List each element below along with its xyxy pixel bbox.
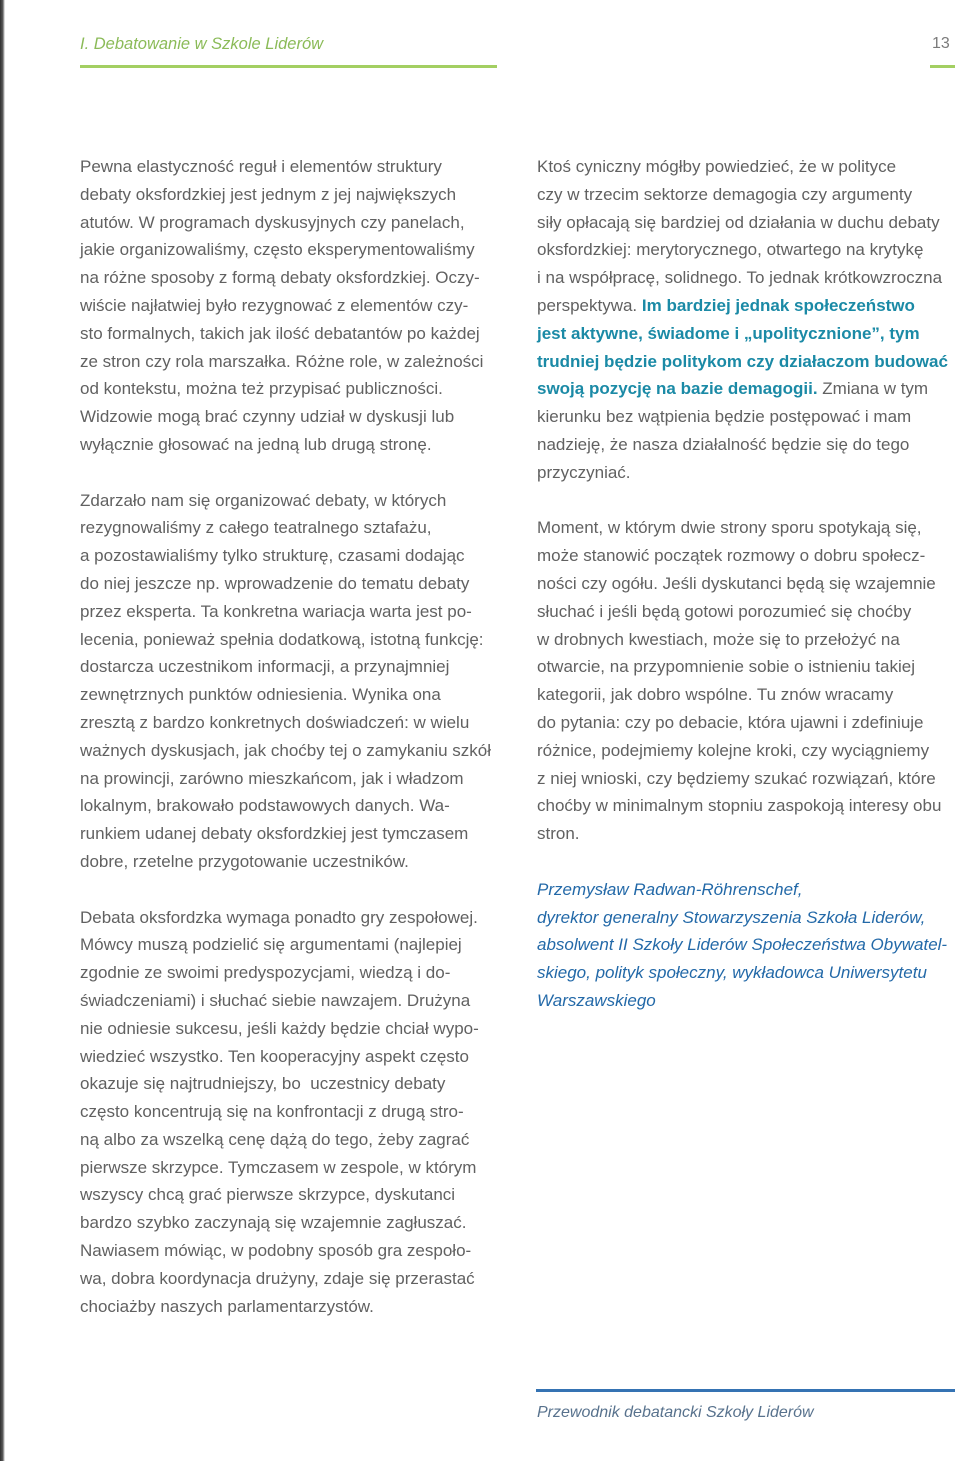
text-line [537, 320, 956, 348]
text-line: do niej jeszcze np. wprowadzenie do tematu debaty [80, 573, 470, 593]
text-line: słuchać i jeśli będą gotowi porozumieć się choćby [537, 601, 912, 621]
text-line: kategorii, jak dobro wspólne. Tu znów wracamy [537, 685, 894, 705]
footer-title: Przewodnik debatancki Szkoły Liderów [537, 1404, 814, 1421]
paragraph [537, 514, 956, 848]
text-line [537, 292, 956, 320]
text-line: przez eksperta. Ta konkretna wariacja warta jest po- [80, 601, 472, 621]
text-line: dyrektor generalny Stowarzyszenia Szkoła Liderów, [537, 907, 926, 927]
text-line: na prowincji, zarówno mieszkańcom, jak i władzom [80, 768, 464, 788]
text-line: rezygnowaliśmy z całego teatralnego sztafażu, [80, 518, 432, 538]
text-line: dobre, rzetelne przygotowanie uczestników. [80, 851, 409, 871]
text-line: bardzo szybko zaczynają się wzajemnie zagłuszać. [80, 1213, 467, 1233]
text-line: chociażby naszych parlamentarzystów. [80, 1296, 374, 1316]
text-line: lecenia, ponieważ spełnia dodatkową, istotną funkcję: [80, 629, 484, 649]
text-line [537, 348, 956, 376]
emphasized-text: swoją pozycję na bazie demagogii. [537, 379, 818, 399]
text-line: i na współpracę, solidnego. To jednak krótkowzroczna [537, 268, 943, 288]
text-line: przyczyniać. [537, 462, 631, 482]
text-line: oksfordzkiej: merytorycznego, otwartego na krytykę [537, 240, 924, 260]
text-line: zgodnie ze swoimi predyspozycjami, wiedzą i do- [80, 963, 451, 983]
text-line: Warszawskiego [537, 990, 656, 1010]
text-line: atutów. W programach dyskusyjnych czy panelach, [80, 212, 465, 232]
text-line: do pytania: czy po debacie, która ujawni i zdefiniuje [537, 712, 924, 732]
text-line: siły opłacają się bardziej od działania w duchu debaty [537, 212, 940, 232]
text-line: ze stron czy rola marszałka. Różne role, w zależności [80, 351, 484, 371]
paragraph [80, 904, 500, 1321]
text-line: wyłącznie głosować na jedną lub drugą stronę. [80, 434, 432, 454]
text-line: na różne sposoby z formą debaty oksfordzkiej. Oczy- [80, 268, 480, 288]
text-line: świadczeniami) i słuchać siebie nawzajem. Drużyna [80, 990, 471, 1010]
paragraph [80, 487, 500, 876]
text-line: kierunku bez wątpienia będzie postępować i mam [537, 407, 912, 427]
text-line: zewnętrznych punktów odniesienia. Wynika ona [80, 685, 441, 705]
text-line [537, 375, 956, 403]
chapter-title: I. Debatowanie w Szkole Liderów [80, 35, 324, 53]
text-line: debaty oksfordzkiej jest jednym z jej największych [80, 184, 457, 204]
text-line: w drobnych kwestiach, może się to przełożyć na [537, 629, 900, 649]
text-line: ności czy ogółu. Jeśli dyskutanci będą się wzajemnie [537, 573, 936, 593]
footer-rule [536, 1389, 955, 1392]
text-line: a pozostawialiśmy tylko strukturę, czasami dodając [80, 546, 465, 566]
text-line: nadzieję, że nasza działalność będzie się do tego [537, 434, 910, 454]
right-column [537, 153, 956, 1043]
text-line: często koncentrują się na konfrontacji z drugą stro- [80, 1102, 464, 1122]
text-line: pierwsze skrzypce. Tymczasem w zespole, w którym [80, 1157, 477, 1177]
text-line: absolwent II Szkoły Liderów Społeczeństwa Obywatel- [537, 935, 948, 955]
emphasized-text: jest aktywne, świadome i „upolitycznione”, tym [537, 323, 920, 343]
text-line: wiedzieć wszystko. Ten kooperacyjny aspekt często [80, 1046, 469, 1066]
emphasized-text: trudniej będzie politykom czy działaczom budować [537, 351, 948, 371]
header-rule-short [930, 65, 955, 68]
text-line: czy w trzecim sektorze demagogia czy argumenty [537, 184, 913, 204]
text-line: nie odniesie sukcesu, jeśli każdy będzie chciał wypo- [80, 1018, 479, 1038]
text-line: zresztą z bardzo konkretnych doświadczeń: w wielu [80, 712, 470, 732]
text-line: jakie organizowaliśmy, często eksperymentowaliśmy [80, 240, 475, 260]
text-line: wa, dobra koordynacja drużyny, zdaje się przerastać [80, 1268, 475, 1288]
text-line: Moment, w którym dwie strony sporu spotykają się, [537, 518, 922, 538]
text-line: okazuje się najtrudniejszy, bo uczestnicy debaty [80, 1074, 446, 1094]
header-rule [80, 65, 497, 68]
page-edge-shadow [0, 0, 5, 1461]
text-line: runkiem udanej debaty oksfordzkiej jest tymczasem [80, 824, 469, 844]
text-segment: perspektywa. [537, 295, 642, 315]
emphasized-text: Im bardziej jednak społeczeństwo [641, 295, 915, 315]
text-line: Nawiasem mówiąc, w podobny sposób gra zespoło- [80, 1241, 472, 1261]
text-line: może stanowić początek rozmowy o dobru społecz- [537, 546, 926, 566]
text-line: dostarcza uczestnikom informacji, a przynajmniej [80, 657, 450, 677]
text-line: od kontekstu, można też przypisać publiczności. [80, 379, 443, 399]
text-line: wszyscy chcą grać pierwsze skrzypce, dyskutanci [80, 1185, 456, 1205]
text-line: skiego, polityk społeczny, wykładowca Uniwersytetu [537, 963, 927, 983]
text-segment: Zmiana w tym [817, 379, 929, 399]
text-line: Ktoś cyniczny mógłby powiedzieć, że w polityce [537, 157, 897, 176]
text-line: lokalnym, brakowało podstawowych danych. Wa- [80, 796, 450, 816]
paragraph [80, 153, 500, 459]
text-line: z niej wnioski, czy będziemy szukać rozwiązań, które [537, 768, 936, 788]
text-line: Debata oksfordzka wymaga ponadto gry zespołowej. [80, 907, 478, 927]
text-line: różnice, podejmiemy kolejne kroki, czy wyciągniemy [537, 740, 930, 760]
text-line: stron. [537, 824, 580, 844]
text-line: Widzowie mogą brać czynny udział w dyskusji lub [80, 407, 455, 427]
text-line: Pewna elastyczność reguł i elementów struktury [80, 157, 442, 176]
page-number: 13 [932, 35, 950, 52]
text-line: ważnych dyskusjach, jak choćby tej o zamykaniu szkół [80, 740, 492, 760]
text-line: otwarcie, na przypomnienie sobie o istnieniu takiej [537, 657, 915, 677]
paragraph [537, 153, 956, 487]
text-line: ną albo za wszelką cenę dążą do tego, żeby zagrać [80, 1129, 470, 1149]
author-signature [537, 876, 956, 1015]
left-column [80, 153, 500, 1348]
text-line: Przemysław Radwan-Röhrenschef, [537, 879, 803, 899]
text-line: sto formalnych, takich jak ilość debatantów po każdej [80, 323, 480, 343]
text-line: Mówcy muszą podzielić się argumentami (najlepiej [80, 935, 462, 955]
text-line: Zdarzało nam się organizować debaty, w których [80, 490, 447, 510]
text-line: choćby w minimalnym stopniu zaspokoją interesy obu [537, 796, 942, 816]
text-line: wiście najłatwiej było rezygnować z elementów czy- [80, 295, 469, 315]
